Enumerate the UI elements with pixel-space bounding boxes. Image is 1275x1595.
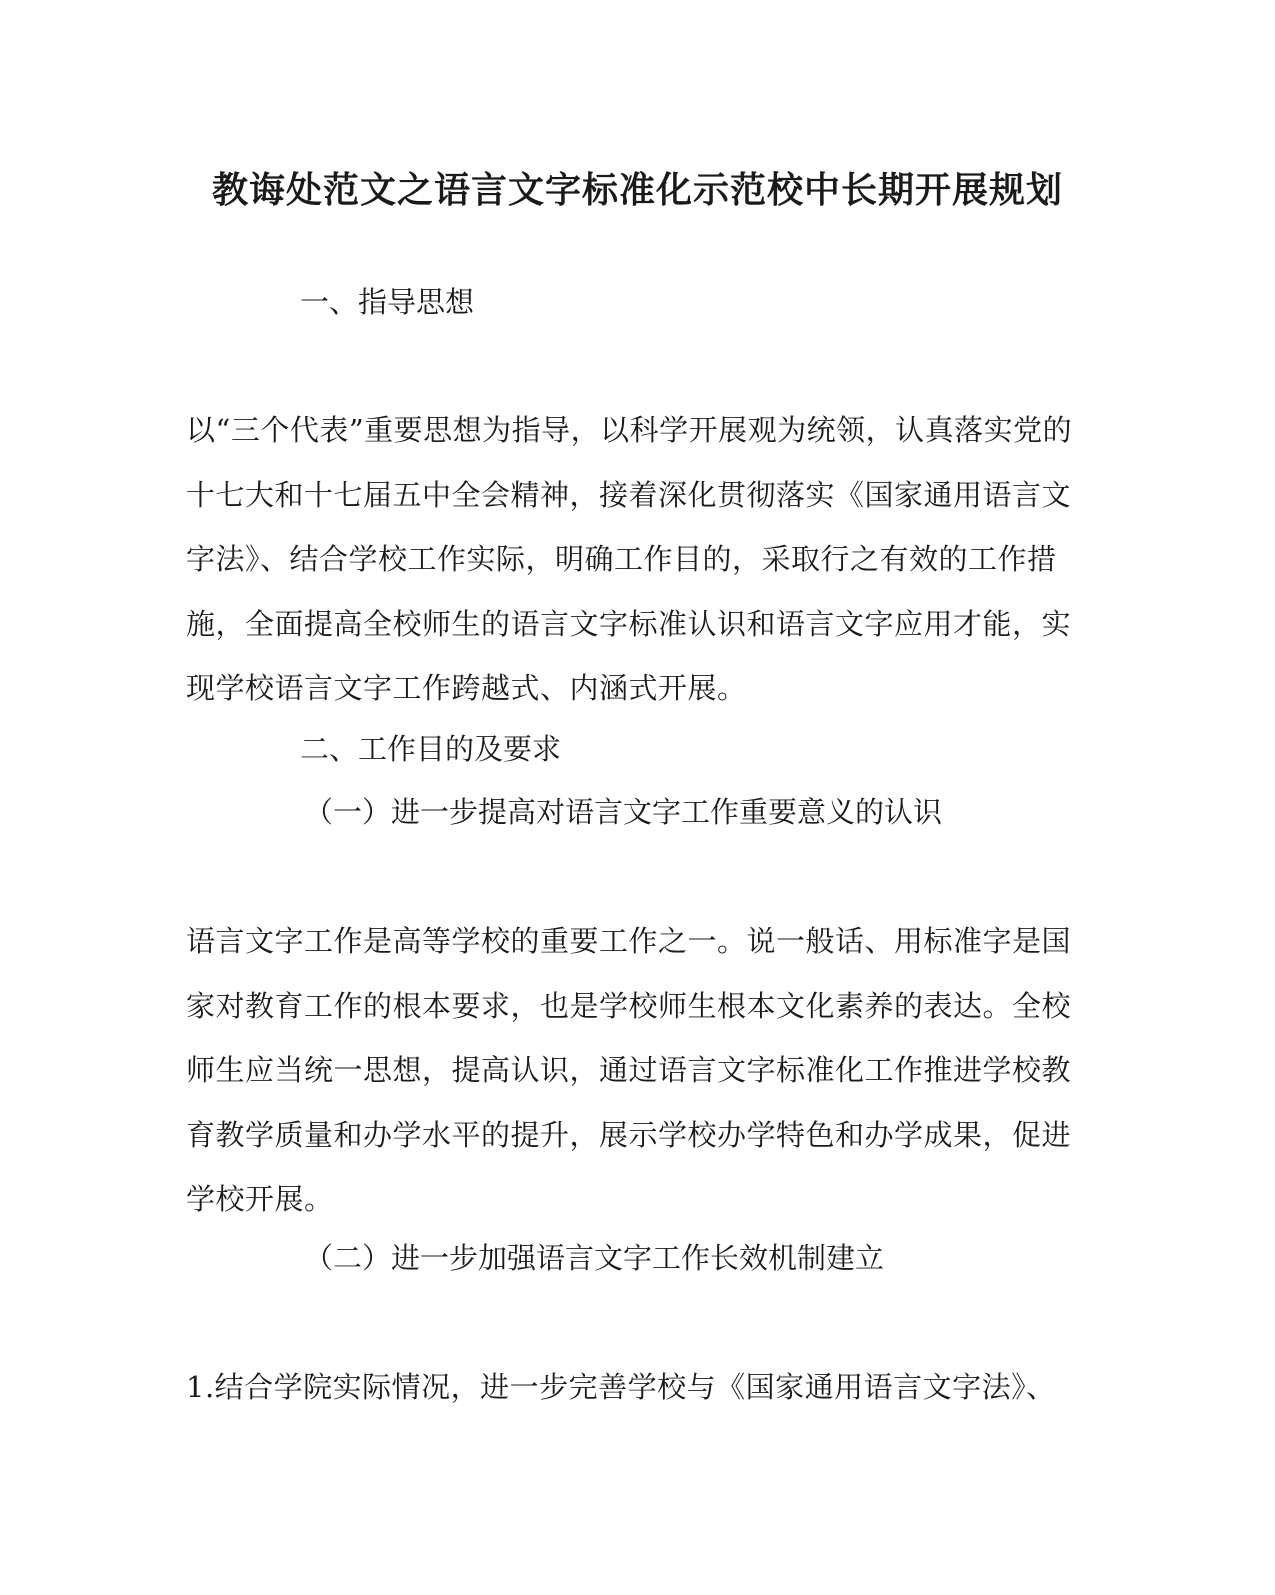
document-title: 教诲处范文之语言文字标准化示范校中长期开展规划 bbox=[211, 169, 1063, 211]
paragraph-line: 字法》、结合学校工作实际，明确工作目的，采取行之有效的工作措 bbox=[186, 542, 1057, 576]
paragraph-line: 学校开展。 bbox=[186, 1182, 334, 1216]
subsection-heading-mechanism: （二）进一步加强语言文字工作长效机制建立 bbox=[304, 1241, 885, 1275]
paragraph-line: 育教学质量和办学水平的提升，展示学校办学特色和办学成果，促进 bbox=[186, 1117, 1072, 1152]
paragraph-awareness bbox=[186, 909, 1072, 1232]
paragraph-mechanism bbox=[186, 1355, 1056, 1420]
paragraph-guiding-ideology bbox=[186, 398, 1073, 721]
paragraph-line: 施，全面提高全校师生的语言文字标准认识和语言文字应用才能，实 bbox=[186, 606, 1072, 641]
paragraph-line: 以“三个代表”重要思想为指导，以科学开展观为统领，认真落实党的 bbox=[186, 413, 1073, 447]
paragraph-line: 十七大和十七届五中全会精神，接着深化贯彻落实《国家通用语言文 bbox=[186, 477, 1072, 512]
paragraph-line: 1.结合学院实际情况，进一步完善学校与《国家通用语言文字法》、 bbox=[186, 1370, 1056, 1404]
paragraph-line: 现学校语言文字工作跨越式、内涵式开展。 bbox=[186, 671, 747, 705]
paragraph-line: 语言文字工作是高等学校的重要工作之一。说一般话、用标准字是国 bbox=[186, 924, 1072, 958]
section-heading-guiding-ideology: 一、指导思想 bbox=[300, 285, 475, 319]
paragraph-line: 师生应当统一思想，提高认识，通过语言文字标准化工作推进学校教 bbox=[186, 1053, 1072, 1087]
paragraph-line: 家对教育工作的根本要求，也是学校师生根本文化素养的表达。全校 bbox=[186, 988, 1072, 1023]
section-heading-goals: 二、工作目的及要求 bbox=[300, 732, 562, 766]
subsection-heading-awareness: （一）进一步提高对语言文字工作重要意义的认识 bbox=[304, 795, 943, 829]
